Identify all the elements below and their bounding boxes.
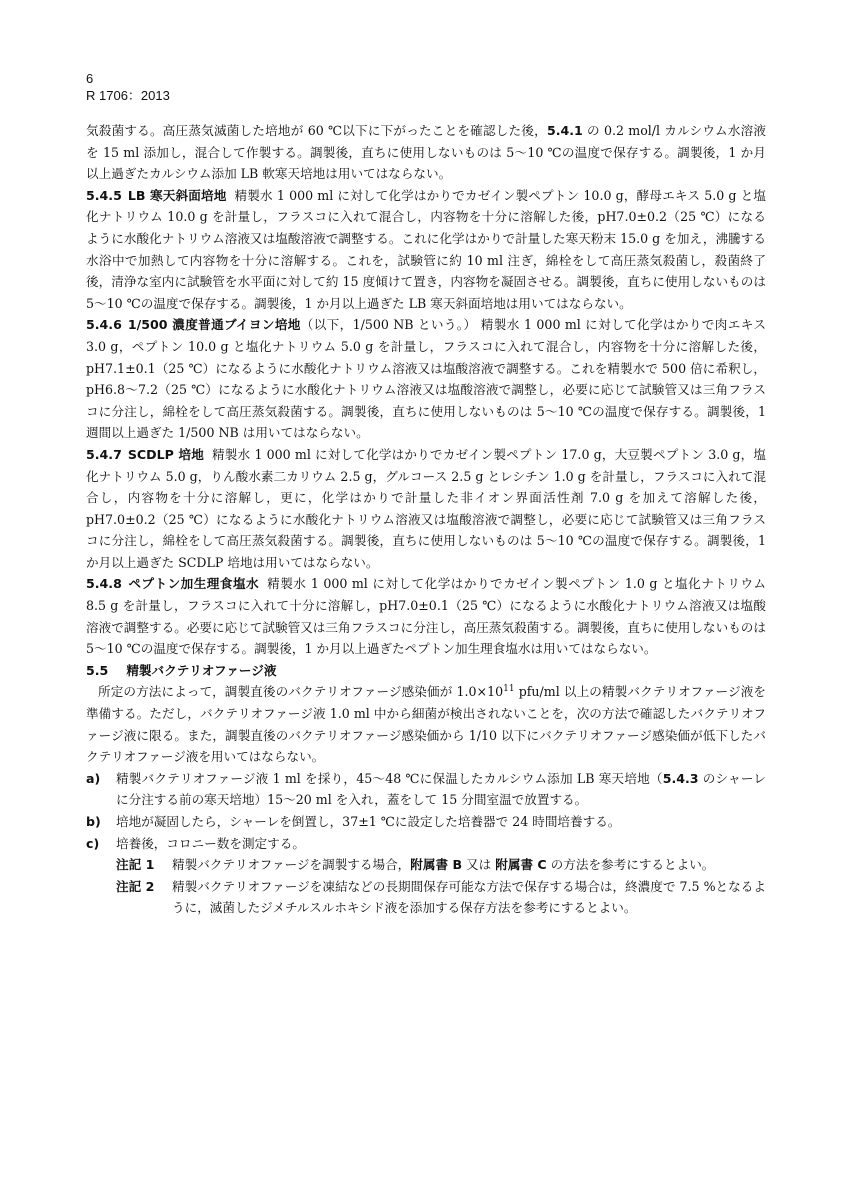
annex-reference: 附属書 B	[410, 857, 463, 873]
clause-5-4-6	[86, 314, 766, 444]
clause-number: 5.4.8	[86, 576, 122, 592]
annex-reference: 附属書 C	[495, 857, 547, 873]
clause-title: SCDLP 培地	[127, 446, 204, 462]
section-title: 精製バクテリオファージ液	[126, 662, 277, 678]
clause-title-note: （以下，1/500 NB という。）	[300, 317, 477, 333]
page-number: 6	[86, 71, 94, 86]
clause-5-4-7	[86, 444, 766, 574]
document-id: R 1706：2013	[86, 88, 170, 103]
list-item-a: a) 精製バクテリオファージ液 1 ml を採り，45～48 ℃に保温したカルシウム添加 LB 寒天培地（5.4.3 のシャーレに分注する前の寒天培地）15～20 ml を入れ，蓋をして 15 分間室温で放置する。	[86, 768, 766, 811]
body-text	[86, 120, 766, 919]
clause-number: 5.4.7	[86, 446, 122, 462]
clause-reference: 5.4.1	[546, 123, 583, 138]
clause-text: 精製水 1 000 ml に対して化学はかりで肉エキス 3.0 g，ペプトン 10.0 g と塩化ナトリウム 5.0 g を計量し，フラスコに入れて混合し，内容物を十分に溶解した後，pH7.1±0.1（25 ℃）になるように水酸化ナトリウム溶液又は塩酸溶液で調整する。これを精製水で 500 倍に希釈し，pH6.8～7.2（25 ℃）になるように水酸化ナトリウム溶液又は塩酸溶液で調整し，必要に応じて試験管又は三角フラスコに分注し，綿栓をして高圧蒸気殺菌する。調製後，直ちに使用しないものは 5～10 ℃の温度で保存する。調製後，1 週間以上過ぎた 1/500 NB は用いてはならない。	[86, 317, 766, 441]
list-label: c)	[86, 835, 100, 851]
section-5-5-heading	[86, 660, 766, 682]
clause-text: 精製水 1 000 ml に対して化学はかりでカゼイン製ペプトン 1.0 g と塩化ナトリウム 8.5 g を計量し，フラスコに入れて十分に溶解し，pH7.0±0.1（25 ℃）になるように水酸化ナトリウム溶液又は塩酸溶液で調整する。必要に応じて試験管又は三角フラスコに分注し，高圧蒸気殺菌する。調製後，直ちに使用しないものは 5～10 ℃の温度で保存する。調製後，1 か月以上過ぎたペプトン加生理食塩水は用いてはならない。	[86, 576, 766, 657]
note-2: 注記 2 精製バクテリオファージを凍結などの長期間保存可能な方法で保存する場合は，終濃度で 7.5 %となるように，滅菌したジメチルスルホキシド液を添加する保存方法を参考にするとよい。	[86, 876, 766, 919]
list-item-c: c) 培養後，コロニー数を測定する。	[86, 833, 766, 855]
superscript: 11	[503, 684, 515, 695]
clause-title: 1/500 濃度普通ブイヨン培地	[127, 317, 301, 333]
clause-5-4-5	[86, 185, 766, 315]
section-5-5-paragraph: 所定の方法によって，調製直後のバクテリオファージ感染価が $1.0\times 10^{11}$ pfu/ml 以上の精製バクテリオファージ液を準備する。ただし，バクテリオファージ液 1.0 ml 中から細菌が検出されないことを，次の方法で確認したバクテリオファージ液に限る。また，調製直後のバクテリオファージ感染価から 1/10 以下にバクテリオファージ感染価が低下したバクテリオファージ液を用いてはならない。	[86, 684, 766, 765]
list-label: b)	[86, 814, 101, 829]
note-label: 注記 1	[116, 857, 155, 873]
list-item-b: b) 培地が凝固したら，シャーレを倒置し，37±1 ℃に設定した培養器で 24 時間培養する。	[86, 811, 766, 833]
note-label: 注記 2	[116, 878, 155, 894]
clause-text: 精製水 1 000 ml に対して化学はかりでカゼイン製ペプトン 17.0 g，大豆製ペプトン 3.0 g，塩化ナトリウム 5.0 g，りん酸水素二カリウム 2.5 g，グルコース 2.5 g とレシチン 1.0 g を計量し，フラスコに入れて混合し，内容物を十分に溶解し，更に，化学はかりで計量した非イオン界面活性剤 7.0 g を加えて溶解した後，pH7.0±0.2（25 ℃）になるように水酸化ナトリウム溶液又は塩酸溶液で調整し，必要に応じて試験管又は三角フラスコに分注し，綿栓をして高圧蒸気殺菌する。調製後，直ちに使用しないものは 5～10 ℃の温度で保存する。調製後，1 か月以上過ぎた SCDLP 培地は用いてはならない。	[86, 446, 766, 570]
paragraph-continuation: 気殺菌する。高圧蒸気滅菌した培地が 60 ℃以下に下がったことを確認した後，5.4.1 の 0.2 mol/l カルシウム水溶液を 15 ml 添加し，混合して作製する。調製後，直ちに使用しないものは 5～10 ℃の温度で保存する。調製後，1 か月以上過ぎたカルシウム添加 LB 軟寒天培地は用いてはならない。	[86, 123, 766, 182]
section-number: 5.5	[86, 662, 109, 678]
clause-5-4-8	[86, 573, 766, 659]
list-label: a)	[86, 770, 101, 786]
page-header	[86, 70, 170, 104]
clause-title: ペプトン加生理食塩水	[127, 576, 260, 592]
clause-number: 5.4.5	[86, 187, 122, 203]
clause-title: LB 寒天斜面培地	[127, 187, 227, 203]
clause-reference: 5.4.3	[662, 770, 699, 786]
clause-number: 5.4.6	[86, 317, 122, 333]
note-1: 注記 1 精製バクテリオファージを調製する場合，附属書 B 又は 附属書 C の方法を参考にするとよい。	[86, 854, 766, 876]
clause-text: 精製水 1 000 ml に対して化学はかりでカゼイン製ペプトン 10.0 g，酵母エキス 5.0 g と塩化ナトリウム 10.0 g を計量し，フラスコに入れて混合し，内容物を十分に溶解した後，pH7.0±0.2（25 ℃）になるように水酸化ナトリウム溶液又は塩酸溶液で調整する。これに化学はかりで計量した寒天粉末 15.0 g を加え，沸騰する水浴中で加熱して内容物を十分に溶解する。これを，試験管に約 10 ml 注ぎ，綿栓をして高圧蒸気殺菌し，殺菌終了後，清浄な室内に試験管を水平面に対して約 15 度傾けて置き，内容物を凝固させる。調製後，直ちに使用しないものは 5～10 ℃の温度で保存する。調製後，1 か月以上過ぎた LB 寒天斜面培地は用いてはならない。	[86, 187, 766, 311]
